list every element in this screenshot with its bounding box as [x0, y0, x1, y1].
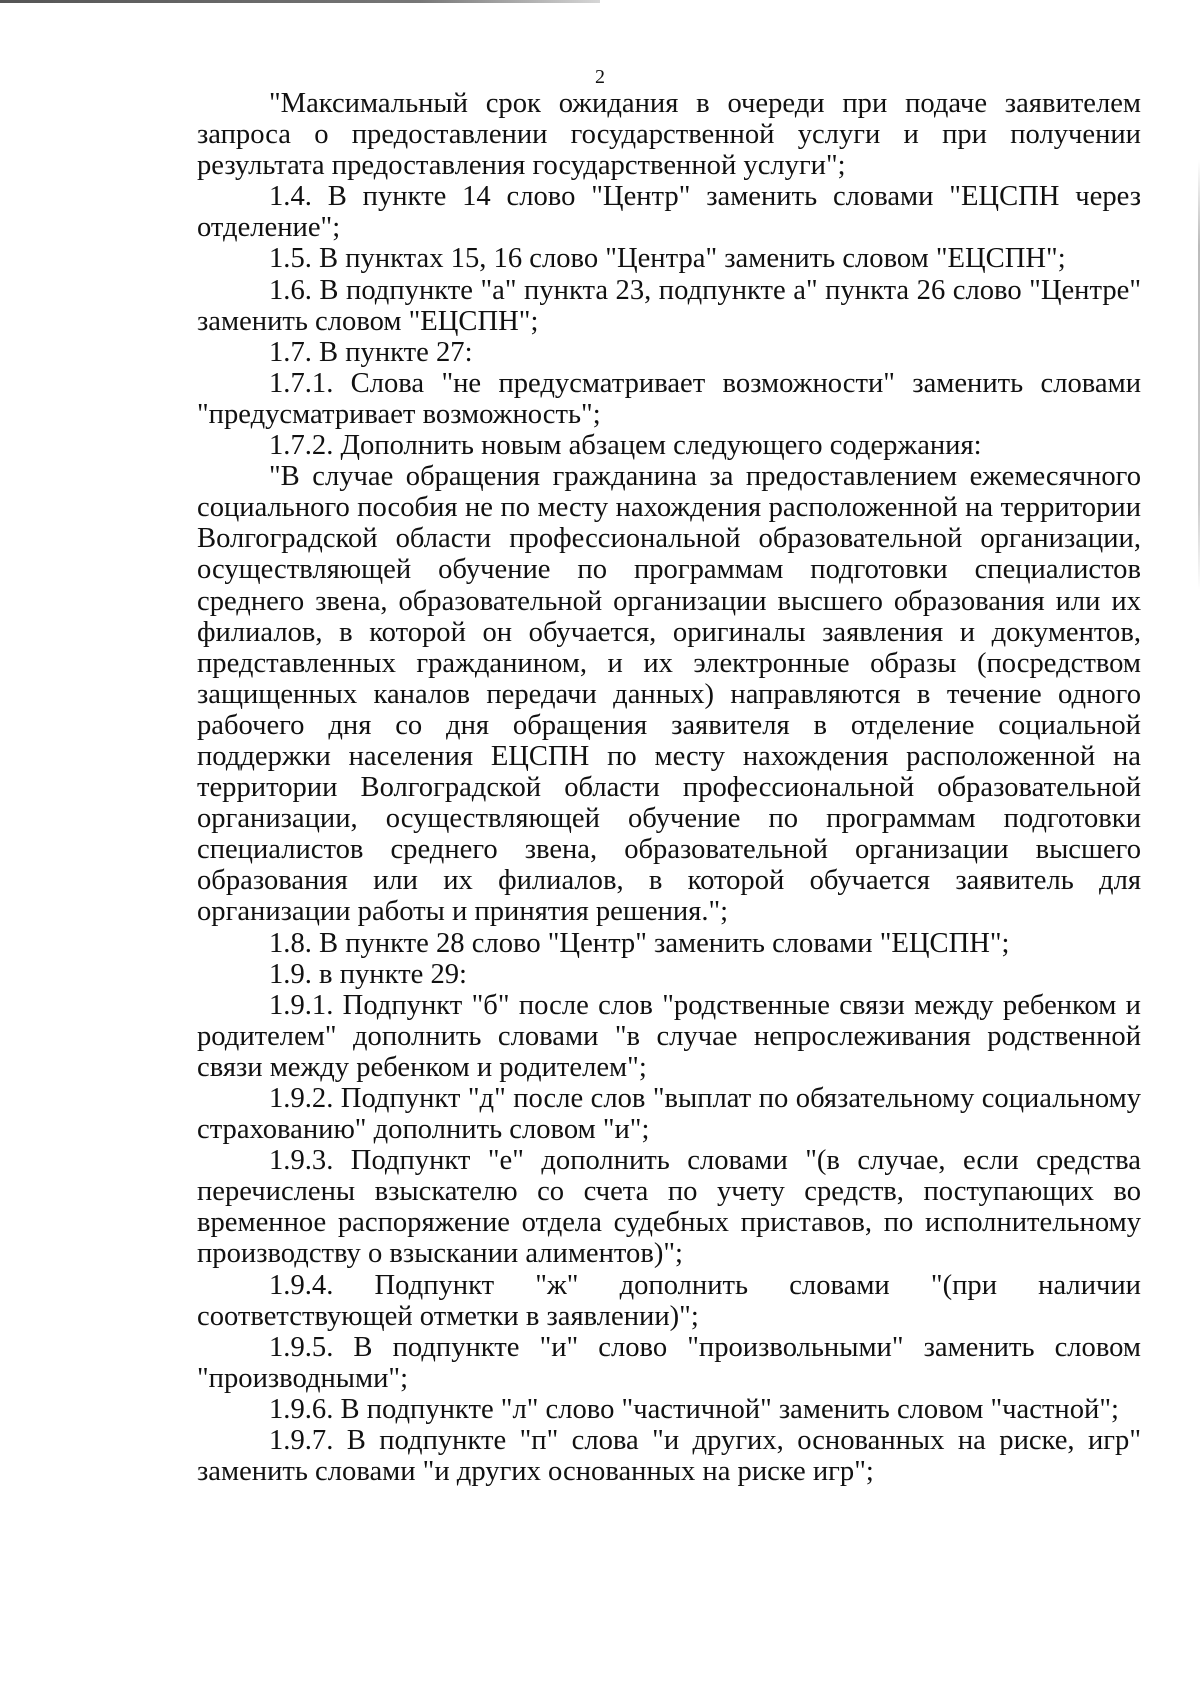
paragraph-1-5: 1.5. В пунктах 15, 16 слово "Центра" заменить словом "ЕЦСПН";: [269, 243, 1066, 275]
paragraph-1-9: 1.9. в пункте 29:: [269, 958, 467, 990]
paragraph-1-9-6: 1.9.6. В подпункте "л" слово "частичной" заменить словом "частной";: [269, 1393, 1119, 1425]
paragraph-1-9-5: 1.9.5. В подпункте "и" слово "произвольными" заменить словом "производными";: [197, 1331, 1141, 1394]
paragraph-1-6: 1.6. В подпункте "а" пункта 23, подпункте а" пункта 26 слово "Центре" заменить словом "ЕЦСПН";: [197, 274, 1141, 337]
paragraph-1-9-4: 1.9.4. Подпункт "ж" дополнить словами "(при наличии соответствующей отметки в заявлении)";: [197, 1269, 1141, 1332]
document-body: [197, 88, 1141, 1487]
paragraph-1-7-2: 1.7.2. Дополнить новым абзацем следующего содержания:: [269, 430, 982, 462]
paragraph-1-4: 1.4. В пункте 14 слово "Центр" заменить словами "ЕЦСПН через отделение";: [197, 181, 1141, 244]
paragraph-1-9-1: 1.9.1. Подпункт "б" после слов "родственные связи между ребенком и родителем" дополнить словами "в случае непрослеживания родственной связи между ребенком и родителем";: [197, 989, 1141, 1083]
page-number: 2: [595, 66, 605, 88]
paragraph-1-7-1: 1.7.1. Слова "не предусматривает возможности" заменить словами "предусматривает возможность";: [197, 367, 1141, 430]
paragraph-1-7: 1.7. В пункте 27:: [269, 336, 473, 368]
paragraph-max-wait-time: "Максимальный срок ожидания в очереди при подаче заявителем запроса о предоставлении государственной услуги и при получении результата предоставления государственной услуги";: [197, 88, 1141, 182]
scan-edge-line: [0, 0, 600, 3]
paragraph-1-9-2: 1.9.2. Подпункт "д" после слов "выплат по обязательному социальному страхованию" дополнить словом "и";: [197, 1083, 1141, 1146]
paragraph-1-8: 1.8. В пункте 28 слово "Центр" заменить словами "ЕЦСПН";: [269, 927, 1010, 959]
paragraph-1-9-3: 1.9.3. Подпункт "е" дополнить словами "(в случае, если средства перечислены взыскателю со счета по учету средств, поступающих во временное распоряжение отдела судебных приставов, по исполнительному производству о взыскании алиментов)";: [197, 1145, 1141, 1270]
paragraph-1-9-7: 1.9.7. В подпункте "п" слова "и других, основанных на риске, игр" заменить словами "и других основанных на риске игр";: [197, 1425, 1141, 1488]
paragraph-new-abzac: "В случае обращения гражданина за предоставлением ежемесячного социального пособия не по месту нахождения расположенной на территории Волгоградской области профессиональной образовательной организации, осуществляющей обучение по программам подготовки специалистов среднего звена, образовательной организации высшего образования или их филиалов, в которой он обучается, оригиналы заявления и документов, представленных гражданином, и их электронные образы (посредством защищенных каналов передачи данных) направляются в течение одного рабочего дня со дня обращения заявителя в отделение социальной поддержки населения ЕЦСПН по месту нахождения расположенной на территории Волгоградской области профессиональной образовательной организации, осуществляющей обучение по программам подготовки специалистов среднего звена, образовательной организации высшего образования или их филиалов, в которой обучается заявитель для организации работы и принятия решения.";: [197, 461, 1141, 928]
